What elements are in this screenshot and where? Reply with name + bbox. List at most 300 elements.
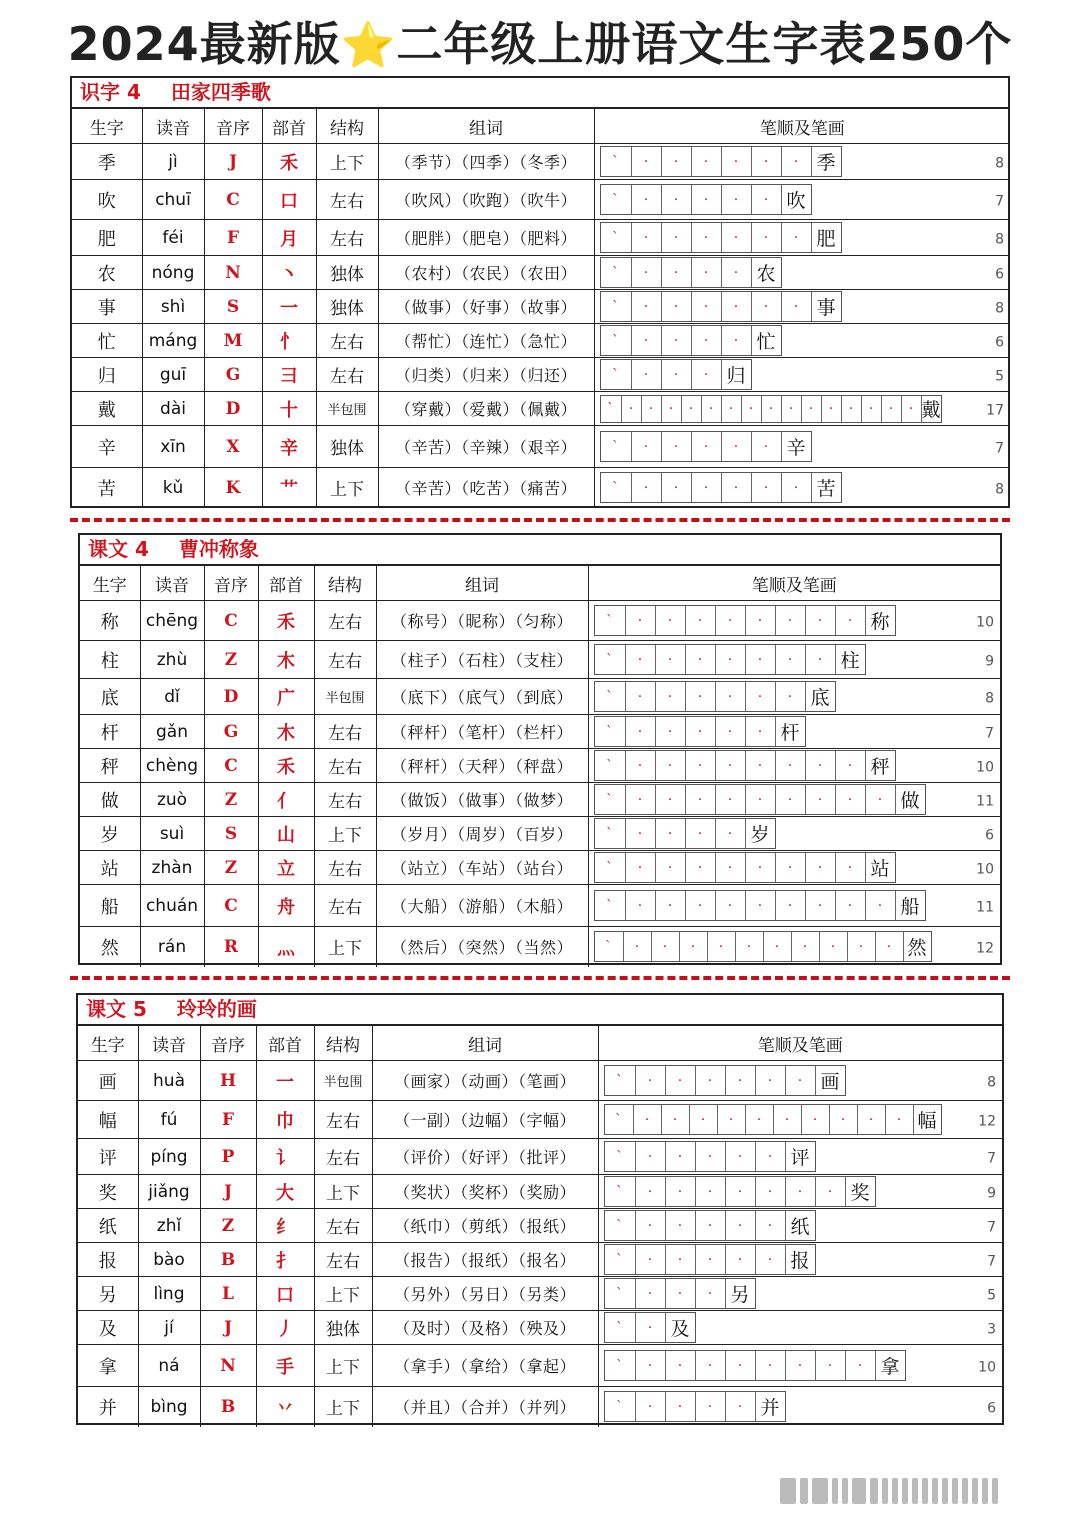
- stroke-step-mark: ·: [733, 153, 739, 170]
- stroke-boxes: [594, 644, 866, 675]
- character-cell: 农: [72, 256, 142, 290]
- stroke-step-box: [773, 1105, 801, 1134]
- structure-cell: 半包围: [316, 392, 378, 426]
- stroke-step-mark: ·: [748, 400, 754, 417]
- stroke-step-mark: ·: [728, 1111, 734, 1128]
- table-row: [80, 851, 1000, 885]
- initial-letter-cell: B: [200, 1243, 256, 1277]
- section-title: [72, 78, 1008, 108]
- stroke-order-cell: [588, 927, 1000, 967]
- stroke-step-mark: ·: [847, 612, 853, 629]
- character-cell: 吹: [72, 180, 142, 220]
- table-row: [72, 220, 1010, 256]
- stroke-step-box: [635, 1313, 665, 1342]
- stroke-step-box: [631, 147, 661, 176]
- pinyin-cell: zhù: [140, 641, 204, 679]
- stroke-step-box: [785, 1177, 815, 1206]
- stroke-step-mark: ˋ: [616, 1398, 623, 1415]
- col-header-pinyin: 读音: [138, 1026, 200, 1061]
- stroke-count: 6: [985, 827, 994, 844]
- words-cell: （肥胖）（肥皂）（肥料）: [378, 220, 594, 256]
- col-header-radical: 部首: [262, 109, 316, 144]
- stroke-step-box: [685, 682, 715, 711]
- stroke-final-char: 幅: [917, 1110, 937, 1132]
- stroke-step-mark: ·: [707, 1072, 713, 1089]
- stroke-step-box: [725, 1066, 755, 1095]
- stroke-step-box: [655, 785, 685, 814]
- stroke-step-box: [691, 326, 721, 355]
- stroke-step-box: [755, 1066, 785, 1095]
- stroke-step-mark: ·: [767, 1217, 773, 1234]
- col-header-structure: 结构: [314, 1026, 372, 1061]
- stroke-final-char: 做: [900, 790, 920, 812]
- stroke-step-mark: ·: [707, 1357, 713, 1374]
- stroke-step-box: [721, 185, 751, 214]
- stroke-step-mark: ·: [727, 859, 733, 876]
- character-cell: 船: [80, 885, 140, 927]
- stroke-step-box: [829, 1105, 857, 1134]
- stroke-order-cell: [588, 817, 1000, 851]
- stroke-step-box: [625, 751, 655, 780]
- stroke-count: 3: [987, 1321, 996, 1338]
- stroke-step-mark: ·: [637, 612, 643, 629]
- character-cell: 辛: [72, 426, 142, 468]
- stroke-step-box: [685, 606, 715, 635]
- character-cell: 评: [78, 1139, 138, 1175]
- initial-letter-cell: N: [200, 1345, 256, 1387]
- pinyin-cell: féi: [142, 220, 204, 256]
- stroke-step-box: [605, 1177, 635, 1206]
- stroke-step-mark: ·: [673, 229, 679, 246]
- pinyin-cell: píng: [138, 1139, 200, 1175]
- stroke-step-box: [621, 396, 641, 422]
- stroke-step-box: [745, 751, 775, 780]
- words-cell: （归类）（归来）（归还）: [378, 358, 594, 392]
- stroke-step-box: [895, 891, 925, 920]
- structure-cell: 左右: [314, 1139, 372, 1175]
- stroke-final-char: 秤: [870, 756, 890, 778]
- stroke-step-mark: ·: [697, 859, 703, 876]
- stroke-step-mark: ·: [707, 1398, 713, 1415]
- stroke-boxes: [600, 291, 842, 322]
- stroke-step-mark: ·: [847, 757, 853, 774]
- stroke-step-box: [661, 147, 691, 176]
- stroke-step-mark: ·: [647, 1183, 653, 1200]
- stroke-step-box: [781, 432, 811, 461]
- stroke-final-char: 柱: [840, 650, 860, 672]
- stroke-step-box: [685, 819, 715, 848]
- stroke-final-char: 称: [870, 611, 890, 633]
- pinyin-cell: guī: [142, 358, 204, 392]
- stroke-step-box: [689, 1105, 717, 1134]
- stroke-step-mark: ·: [647, 1251, 653, 1268]
- stroke-step-box: [691, 185, 721, 214]
- stroke-boxes: [600, 325, 782, 356]
- stroke-step-mark: ·: [908, 400, 914, 417]
- stroke-step-box: [655, 717, 685, 746]
- stroke-step-box: [685, 785, 715, 814]
- stroke-step-mark: ·: [784, 1111, 790, 1128]
- stroke-step-mark: ·: [767, 1357, 773, 1374]
- section-title: [80, 535, 1000, 565]
- stroke-step-mark: ·: [827, 1183, 833, 1200]
- character-table: [72, 108, 1010, 508]
- stroke-step-mark: ·: [677, 1285, 683, 1302]
- stroke-step-mark: ·: [847, 897, 853, 914]
- stroke-step-box: [845, 1351, 875, 1380]
- col-header-strokes: 笔顺及笔画: [594, 109, 1010, 144]
- pinyin-cell: suì: [140, 817, 204, 851]
- stroke-final-char: 奖: [850, 1182, 870, 1204]
- stroke-step-box: [725, 1245, 755, 1274]
- stroke-final-char: 纸: [790, 1216, 810, 1238]
- table-row: [72, 290, 1010, 324]
- stroke-step-box: [695, 1245, 725, 1274]
- radical-cell: 手: [256, 1345, 314, 1387]
- stroke-step-box: [605, 1392, 635, 1421]
- stroke-step-box: [763, 932, 791, 961]
- stroke-step-mark: ˋ: [612, 298, 619, 315]
- stroke-boxes: [604, 1176, 876, 1207]
- stroke-step-mark: ·: [793, 298, 799, 315]
- col-header-pinyin: 读音: [142, 109, 204, 144]
- structure-cell: 左右: [314, 641, 376, 679]
- stroke-step-box: [745, 606, 775, 635]
- stroke-step-box: [625, 645, 655, 674]
- stroke-step-box: [701, 396, 721, 422]
- table-row: [72, 180, 1010, 220]
- stroke-step-mark: ·: [787, 859, 793, 876]
- stroke-step-mark: ·: [707, 1217, 713, 1234]
- words-cell: （农村）（农民）（农田）: [378, 256, 594, 290]
- stroke-final-char: 底: [810, 687, 830, 709]
- words-cell: （站立）（车站）（站台）: [376, 851, 588, 885]
- col-header-char: 生字: [78, 1026, 138, 1061]
- words-cell: （底下）（底气）（到底）: [376, 679, 588, 715]
- stroke-count: 8: [995, 231, 1004, 248]
- stroke-step-mark: ·: [737, 1072, 743, 1089]
- lesson-name: 田家四季歌: [170, 80, 271, 104]
- stroke-step-box: [665, 1392, 695, 1421]
- stroke-step-mark: ·: [668, 400, 674, 417]
- pinyin-cell: huà: [138, 1061, 200, 1101]
- stroke-final-char: 拿: [880, 1356, 900, 1378]
- character-cell: 杆: [80, 715, 140, 749]
- stroke-step-box: [721, 223, 751, 252]
- words-cell: （画家）（动画）（笔画）: [372, 1061, 598, 1101]
- stroke-step-mark: ·: [637, 825, 643, 842]
- stroke-step-mark: ·: [703, 332, 709, 349]
- col-header-structure: 结构: [316, 109, 378, 144]
- stroke-step-mark: ·: [643, 229, 649, 246]
- stroke-step-box: [721, 326, 751, 355]
- stroke-step-mark: ·: [667, 859, 673, 876]
- stroke-step-box: [725, 1142, 755, 1171]
- stroke-step-mark: ·: [787, 791, 793, 808]
- initial-letter-cell: H: [200, 1061, 256, 1101]
- stroke-step-box: [595, 785, 625, 814]
- stroke-step-box: [913, 1105, 941, 1134]
- stroke-step-box: [601, 292, 631, 321]
- stroke-step-box: [695, 1142, 725, 1171]
- stroke-step-mark: ·: [707, 1251, 713, 1268]
- stroke-order-cell: [594, 180, 1010, 220]
- stroke-step-mark: ·: [767, 1148, 773, 1165]
- stroke-step-mark: ·: [637, 791, 643, 808]
- stroke-step-box: [661, 258, 691, 287]
- stroke-step-mark: ·: [688, 400, 694, 417]
- col-header-strokes: 笔顺及笔画: [588, 566, 1000, 601]
- initial-letter-cell: M: [204, 324, 262, 358]
- stroke-step-box: [691, 432, 721, 461]
- table-row: [72, 256, 1010, 290]
- stroke-step-mark: ˋ: [616, 1251, 623, 1268]
- stroke-step-box: [661, 360, 691, 389]
- stroke-step-mark: ·: [763, 438, 769, 455]
- stroke-step-box: [661, 223, 691, 252]
- stroke-step-mark: ·: [703, 229, 709, 246]
- stroke-step-box: [781, 185, 811, 214]
- stroke-step-box: [835, 785, 865, 814]
- stroke-final-char: 季: [816, 152, 836, 174]
- stroke-step-box: [715, 751, 745, 780]
- stroke-step-box: [861, 396, 881, 422]
- stroke-step-box: [805, 785, 835, 814]
- stroke-step-mark: ·: [703, 191, 709, 208]
- stroke-step-box: [745, 819, 775, 848]
- stroke-step-box: [661, 185, 691, 214]
- stroke-step-box: [775, 891, 805, 920]
- stroke-step-box: [601, 223, 631, 252]
- stroke-step-box: [761, 396, 781, 422]
- stroke-step-mark: ·: [697, 688, 703, 705]
- stroke-step-box: [785, 1245, 815, 1274]
- stroke-step-box: [631, 223, 661, 252]
- words-cell: （奖状）（奖杯）（奖励）: [372, 1175, 598, 1209]
- stroke-final-char: 并: [760, 1397, 780, 1420]
- radical-cell: 山: [258, 817, 314, 851]
- stroke-step-mark: ·: [667, 688, 673, 705]
- stroke-step-mark: ·: [788, 400, 794, 417]
- stroke-step-box: [811, 223, 841, 252]
- initial-letter-cell: G: [204, 358, 262, 392]
- stroke-step-mark: ˋ: [612, 479, 619, 496]
- stroke-step-box: [635, 1351, 665, 1380]
- table-row: [78, 1277, 1002, 1311]
- character-cell: 肥: [72, 220, 142, 256]
- stroke-step-mark: ·: [643, 298, 649, 315]
- stroke-step-box: [661, 292, 691, 321]
- stroke-step-mark: ·: [886, 938, 892, 955]
- radical-cell: 木: [258, 715, 314, 749]
- col-header-pinyin: 读音: [140, 566, 204, 601]
- stroke-step-box: [635, 1392, 665, 1421]
- stroke-step-mark: ·: [828, 400, 834, 417]
- stroke-step-box: [845, 1177, 875, 1206]
- stroke-step-box: [775, 606, 805, 635]
- stroke-step-mark: ·: [647, 1398, 653, 1415]
- initial-letter-cell: J: [200, 1175, 256, 1209]
- stroke-final-char: 农: [756, 263, 776, 285]
- stroke-step-box: [781, 292, 811, 321]
- structure-cell: 左右: [316, 358, 378, 392]
- stroke-step-box: [805, 682, 835, 711]
- pinyin-cell: nóng: [142, 256, 204, 290]
- stroke-step-mark: ·: [830, 938, 836, 955]
- radical-cell: 一: [256, 1061, 314, 1101]
- stroke-step-mark: ·: [817, 651, 823, 668]
- stroke-step-box: [781, 223, 811, 252]
- stroke-order-cell: [594, 468, 1010, 508]
- stroke-step-mark: ·: [697, 791, 703, 808]
- stroke-step-mark: ·: [763, 298, 769, 315]
- structure-cell: 上下: [316, 144, 378, 180]
- stroke-step-mark: ·: [643, 366, 649, 383]
- stroke-step-mark: ·: [703, 366, 709, 383]
- stroke-step-box: [785, 1066, 815, 1095]
- stroke-step-box: [715, 717, 745, 746]
- table-row: [78, 1139, 1002, 1175]
- stroke-step-box: [595, 645, 625, 674]
- stroke-order-cell: [598, 1101, 1002, 1139]
- col-header-char: 生字: [80, 566, 140, 601]
- stroke-step-box: [635, 1279, 665, 1308]
- words-cell: （秤杆）（天秤）（秤盘）: [376, 749, 588, 783]
- stroke-step-mark: ·: [667, 897, 673, 914]
- pinyin-cell: chèng: [140, 749, 204, 783]
- radical-cell: 亻: [258, 783, 314, 817]
- stroke-step-mark: ·: [817, 612, 823, 629]
- pinyin-cell: zuò: [140, 783, 204, 817]
- stroke-step-box: [685, 891, 715, 920]
- stroke-step-mark: ·: [877, 897, 883, 914]
- initial-letter-cell: Z: [204, 641, 258, 679]
- character-cell: 戴: [72, 392, 142, 426]
- character-cell: 站: [80, 851, 140, 885]
- stroke-step-box: [695, 1279, 725, 1308]
- stroke-final-char: 及: [670, 1318, 690, 1340]
- structure-cell: 左右: [314, 783, 376, 817]
- stroke-step-mark: ·: [637, 859, 643, 876]
- stroke-order-cell: [598, 1345, 1002, 1387]
- table-row: [80, 679, 1000, 715]
- pinyin-cell: jì: [142, 144, 204, 180]
- stroke-step-box: [681, 396, 701, 422]
- stroke-step-mark: ·: [787, 897, 793, 914]
- stroke-step-box: [865, 853, 895, 882]
- stroke-step-mark: ˋ: [616, 1357, 623, 1374]
- radical-cell: 扌: [256, 1243, 314, 1277]
- character-cell: 忙: [72, 324, 142, 358]
- structure-cell: 上下: [316, 468, 378, 508]
- stroke-step-mark: ·: [868, 1111, 874, 1128]
- stroke-step-box: [685, 717, 715, 746]
- stroke-step-mark: ·: [877, 791, 883, 808]
- initial-letter-cell: F: [204, 220, 262, 256]
- pinyin-cell: máng: [142, 324, 204, 358]
- stroke-step-box: [601, 473, 631, 502]
- stroke-step-box: [725, 1177, 755, 1206]
- stroke-step-box: [745, 682, 775, 711]
- stroke-count: 5: [987, 1287, 996, 1304]
- stroke-step-box: [691, 360, 721, 389]
- stroke-step-mark: ·: [677, 1217, 683, 1234]
- stroke-step-box: [655, 853, 685, 882]
- stroke-step-mark: ·: [727, 897, 733, 914]
- stroke-final-char: 吹: [786, 190, 806, 212]
- stroke-step-box: [631, 292, 661, 321]
- stroke-step-box: [685, 751, 715, 780]
- stroke-count: 8: [985, 690, 994, 707]
- stroke-step-mark: ·: [896, 1111, 902, 1128]
- initial-letter-cell: S: [204, 290, 262, 324]
- stroke-step-box: [735, 932, 763, 961]
- stroke-final-char: 画: [820, 1071, 840, 1093]
- stroke-step-mark: ·: [733, 229, 739, 246]
- table-row: [72, 358, 1010, 392]
- words-cell: （然后）（突然）（当然）: [376, 927, 588, 967]
- stroke-step-mark: ·: [757, 791, 763, 808]
- stroke-step-mark: ·: [768, 400, 774, 417]
- stroke-step-box: [781, 396, 801, 422]
- stroke-step-box: [715, 682, 745, 711]
- stroke-step-mark: ·: [647, 1148, 653, 1165]
- stroke-step-box: [811, 473, 841, 502]
- pinyin-cell: dài: [142, 392, 204, 426]
- table-row: [72, 324, 1010, 358]
- section-title: [78, 995, 1002, 1025]
- stroke-step-box: [625, 819, 655, 848]
- stroke-step-mark: ·: [703, 298, 709, 315]
- table-row: [78, 1243, 1002, 1277]
- stroke-step-box: [665, 1279, 695, 1308]
- stroke-step-box: [631, 473, 661, 502]
- radical-cell: 舟: [258, 885, 314, 927]
- stroke-order-cell: [598, 1311, 1002, 1345]
- stroke-step-mark: ˋ: [616, 1285, 623, 1302]
- section-divider: [70, 976, 1010, 980]
- radical-cell: 忄: [262, 324, 316, 358]
- stroke-step-mark: ·: [757, 859, 763, 876]
- stroke-step-mark: ˋ: [612, 191, 619, 208]
- stroke-step-mark: ·: [727, 757, 733, 774]
- stroke-step-mark: ·: [707, 1183, 713, 1200]
- stroke-step-mark: ·: [667, 757, 673, 774]
- stroke-count: 12: [978, 1113, 996, 1130]
- stroke-final-char: 船: [900, 896, 920, 918]
- character-cell: 然: [80, 927, 140, 967]
- initial-letter-cell: J: [204, 144, 262, 180]
- initial-letter-cell: L: [200, 1277, 256, 1311]
- stroke-step-mark: ·: [858, 938, 864, 955]
- table-row: [80, 749, 1000, 783]
- stroke-step-mark: ·: [733, 479, 739, 496]
- table-row: [78, 1311, 1002, 1345]
- stroke-step-box: [835, 606, 865, 635]
- words-cell: （秤杆）（笔杆）（栏杆）: [376, 715, 588, 749]
- stroke-step-mark: ˋ: [615, 1111, 622, 1128]
- stroke-step-box: [691, 258, 721, 287]
- structure-cell: 左右: [314, 749, 376, 783]
- stroke-boxes: [594, 750, 896, 781]
- stroke-step-box: [605, 1279, 635, 1308]
- stroke-step-box: [665, 1066, 695, 1095]
- stroke-order-cell: [594, 324, 1010, 358]
- character-table: [80, 565, 1000, 967]
- character-cell: 画: [78, 1061, 138, 1101]
- stroke-step-box: [721, 473, 751, 502]
- stroke-step-box: [605, 1245, 635, 1274]
